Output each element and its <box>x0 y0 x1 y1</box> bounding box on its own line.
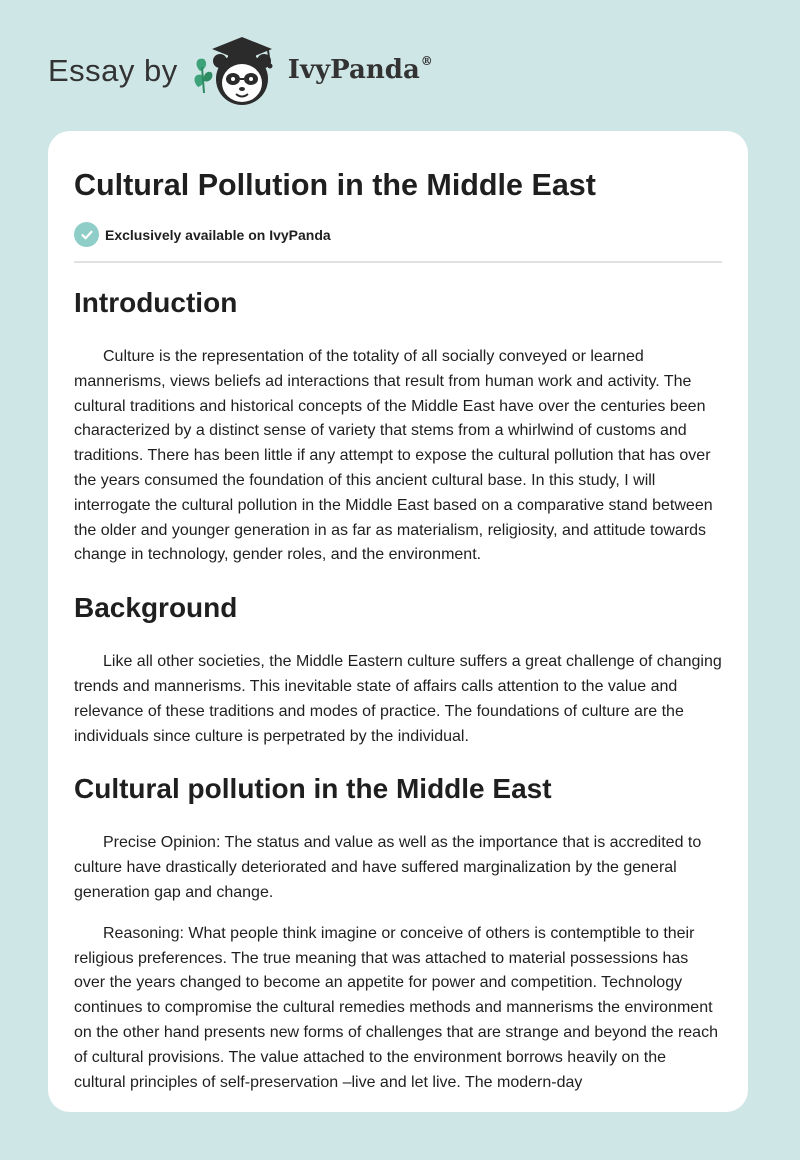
brand-header <box>48 30 433 110</box>
title-divider <box>74 261 722 263</box>
section-introduction <box>74 285 722 568</box>
section-background <box>74 590 722 749</box>
section-heading: Introduction <box>74 287 238 318</box>
panda-graduate-logo-icon[interactable] <box>192 31 284 109</box>
section-heading: Background <box>74 592 238 624</box>
exclusive-badge <box>74 222 722 247</box>
section-cultural-pollution <box>74 771 722 1095</box>
brand-name[interactable] <box>287 54 433 85</box>
paragraph: Reasoning: What people think imagine or conceive of others is contemptible to their religious preferences. The true meaning that was attached to material possessions has over the years changed to become an appetite for power and competition. Technology continues to compromise the cultural remedies methods and mannerisms the environment on the other hand presents new forms of challenges that are strange and beyond the reach of cultural provisions. The value attached to the environment borrows heavily on the cultural principles of self-preservation –live and let live. The modern-day <box>74 924 718 1091</box>
essay-card <box>48 131 748 1112</box>
section-heading: Cultural pollution in the Middle East <box>74 773 552 805</box>
exclusive-label: Exclusively available on IvyPanda <box>105 226 331 243</box>
essay-title: Cultural Pollution in the Middle East <box>74 168 596 202</box>
checkmark-icon <box>74 222 99 247</box>
paragraph: Like all other societies, the Middle Eastern culture suffers a great challenge of changing trends and mannerisms. This inevitable state of affairs calls attention to the value and relevance of these traditions and modes of practice. The foundations of culture are the individuals since culture is perpetrated by the individual. <box>74 653 722 745</box>
brand-prefix: Essay by <box>48 52 178 88</box>
paragraph: Culture is the representation of the totality of all socially conveyed or learned mannerisms, views beliefs ad interactions that result from human work and activity. The cultural traditions and historical concepts of the Middle East have over the centuries been characterized by a distinct sense of variety that stems from a whirlwind of customs and traditions. There has been little if any attempt to expose the cultural pollution that has over the years consumed the foundation of this ancient cultural base. In this study, I will interrogate the cultural pollution in the Middle East based on a comparative stand between the older and younger generation in as far as materialism, religiosity, and attitude towards change in technology, gender roles, and the environment. <box>74 348 713 564</box>
paragraph: Precise Opinion: The status and value as well as the importance that is accredited to culture have drastically deteriorated and have suffered marginalization by the general generation gap and change. <box>74 834 702 901</box>
registered-mark: ® <box>420 54 433 68</box>
brand-name-text: IvyPanda <box>287 55 420 85</box>
